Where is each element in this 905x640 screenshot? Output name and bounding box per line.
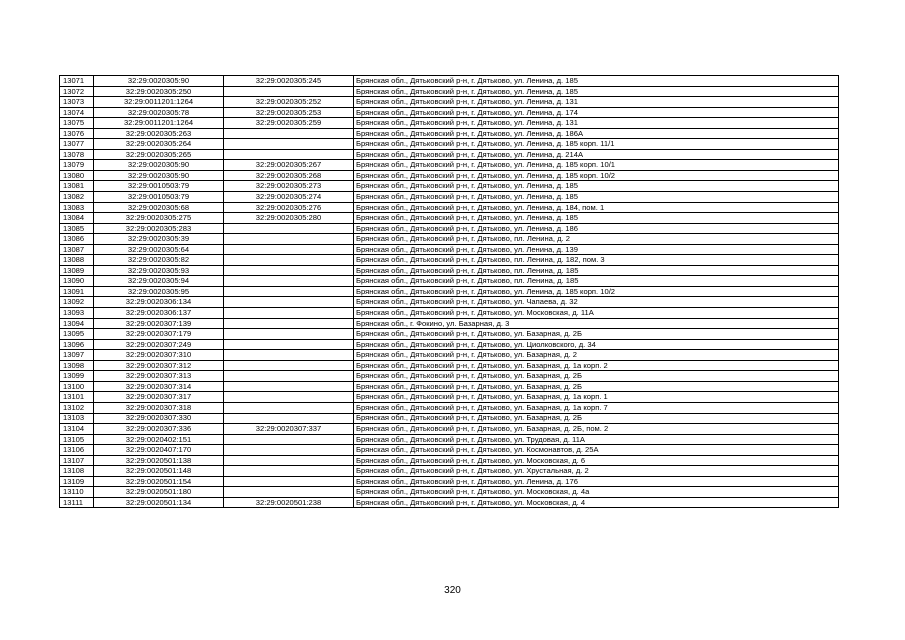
address-cell: Брянская обл., Дятьковский р-н, г. Дятьково, ул. Ленина, д. 185 корп. 10/1 [354, 160, 839, 171]
cadastral-number-cell: 32:29:0020306:137 [94, 308, 224, 319]
table-row [60, 466, 839, 477]
parent-cadastral-number-cell [224, 128, 354, 139]
table-row [60, 360, 839, 371]
table-row [60, 160, 839, 171]
address-cell: Брянская обл., Дятьковский р-н, г. Дятьково, ул. Московская, д. 11А [354, 308, 839, 319]
record-number-cell: 13096 [60, 339, 94, 350]
table-row [60, 413, 839, 424]
cadastral-number-cell: 32:29:0020307:336 [94, 424, 224, 435]
cadastral-register-table [59, 75, 839, 508]
address-cell: Брянская обл., Дятьковский р-н, г. Дятьково, ул. Ленина, д. 185 [354, 192, 839, 203]
cadastral-number-cell: 32:29:0020501:138 [94, 455, 224, 466]
address-cell: Брянская обл., Дятьковский р-н, г. Дятьково, ул. Ленина, д. 185 [354, 76, 839, 87]
record-number-cell: 13107 [60, 455, 94, 466]
table-row [60, 402, 839, 413]
record-number-cell: 13085 [60, 223, 94, 234]
table-row [60, 255, 839, 266]
cadastral-number-cell: 32:29:0020307:312 [94, 360, 224, 371]
address-cell: Брянская обл., Дятьковский р-н, г. Дятьково, ул. Космонавтов, д. 25А [354, 445, 839, 456]
cadastral-number-cell: 32:29:0020305:263 [94, 128, 224, 139]
parent-cadastral-number-cell: 32:29:0020305:273 [224, 181, 354, 192]
address-cell: Брянская обл., Дятьковский р-н, г. Дятьково, ул. Московская, д. 4 [354, 497, 839, 508]
parent-cadastral-number-cell [224, 413, 354, 424]
record-number-cell: 13111 [60, 497, 94, 508]
cadastral-number-cell: 32:29:0020306:134 [94, 297, 224, 308]
table-row [60, 424, 839, 435]
address-cell: Брянская обл., Дятьковский р-н, г. Дятьково, ул. Чапаева, д. 32 [354, 297, 839, 308]
record-number-cell: 13090 [60, 276, 94, 287]
cadastral-number-cell: 32:29:0020305:90 [94, 170, 224, 181]
record-number-cell: 13089 [60, 265, 94, 276]
table-row [60, 213, 839, 224]
record-number-cell: 13076 [60, 128, 94, 139]
cadastral-number-cell: 32:29:0020501:148 [94, 466, 224, 477]
cadastral-number-cell: 32:29:0020305:78 [94, 107, 224, 118]
table-row [60, 487, 839, 498]
cadastral-number-cell: 32:29:0020307:330 [94, 413, 224, 424]
table-row [60, 434, 839, 445]
parent-cadastral-number-cell [224, 402, 354, 413]
record-number-cell: 13086 [60, 234, 94, 245]
table-row [60, 308, 839, 319]
parent-cadastral-number-cell [224, 286, 354, 297]
address-cell: Брянская обл., Дятьковский р-н, г. Дятьково, ул. Ленина, д. 214А [354, 149, 839, 160]
address-cell: Брянская обл., Дятьковский р-н, г. Дятьково, ул. Ленина, д. 174 [354, 107, 839, 118]
address-cell: Брянская обл., Дятьковский р-н, г. Дятьково, ул. Базарная, д. 2Б [354, 381, 839, 392]
record-number-cell: 13109 [60, 476, 94, 487]
parent-cadastral-number-cell: 32:29:0020305:267 [224, 160, 354, 171]
record-number-cell: 13101 [60, 392, 94, 403]
table-row [60, 497, 839, 508]
parent-cadastral-number-cell: 32:29:0020305:276 [224, 202, 354, 213]
record-number-cell: 13097 [60, 350, 94, 361]
table-row [60, 118, 839, 129]
table-row [60, 234, 839, 245]
cadastral-number-cell: 32:29:0020307:314 [94, 381, 224, 392]
table-row [60, 265, 839, 276]
record-number-cell: 13092 [60, 297, 94, 308]
record-number-cell: 13087 [60, 244, 94, 255]
cadastral-number-cell: 32:29:0010503:79 [94, 192, 224, 203]
table-row [60, 455, 839, 466]
parent-cadastral-number-cell [224, 455, 354, 466]
parent-cadastral-number-cell: 32:29:0020305:280 [224, 213, 354, 224]
parent-cadastral-number-cell: 32:29:0020305:245 [224, 76, 354, 87]
parent-cadastral-number-cell [224, 371, 354, 382]
table-row [60, 149, 839, 160]
table-row [60, 297, 839, 308]
parent-cadastral-number-cell: 32:29:0020305:259 [224, 118, 354, 129]
cadastral-number-cell: 32:29:0020307:318 [94, 402, 224, 413]
address-cell: Брянская обл., Дятьковский р-н, г. Дятьково, ул. Базарная, д. 2Б [354, 371, 839, 382]
address-cell: Брянская обл., г. Фокино, ул. Базарная, д. 3 [354, 318, 839, 329]
cadastral-number-cell: 32:29:0020305:95 [94, 286, 224, 297]
address-cell: Брянская обл., Дятьковский р-н, г. Дятьково, пл. Ленина, д. 185 [354, 265, 839, 276]
cadastral-number-cell: 32:29:0020402:151 [94, 434, 224, 445]
table-row [60, 371, 839, 382]
record-number-cell: 13082 [60, 192, 94, 203]
cadastral-number-cell: 32:29:0020305:265 [94, 149, 224, 160]
address-cell: Брянская обл., Дятьковский р-н, г. Дятьково, ул. Ленина, д. 186 [354, 223, 839, 234]
address-cell: Брянская обл., Дятьковский р-н, г. Дятьково, ул. Ленина, д. 185 [354, 213, 839, 224]
address-cell: Брянская обл., Дятьковский р-н, г. Дятьково, ул. Ленина, д. 185 [354, 181, 839, 192]
parent-cadastral-number-cell [224, 339, 354, 350]
address-cell: Брянская обл., Дятьковский р-н, г. Дятьково, ул. Московская, д. 4а [354, 487, 839, 498]
register-table-body [60, 76, 839, 508]
address-cell: Брянская обл., Дятьковский р-н, г. Дятьково, ул. Ленина, д. 185 корп. 10/2 [354, 170, 839, 181]
record-number-cell: 13081 [60, 181, 94, 192]
parent-cadastral-number-cell [224, 234, 354, 245]
cadastral-number-cell: 32:29:0020305:68 [94, 202, 224, 213]
cadastral-number-cell: 32:29:0020307:249 [94, 339, 224, 350]
parent-cadastral-number-cell [224, 350, 354, 361]
table-row [60, 329, 839, 340]
parent-cadastral-number-cell [224, 466, 354, 477]
cadastral-number-cell: 32:29:0020501:154 [94, 476, 224, 487]
record-number-cell: 13093 [60, 308, 94, 319]
cadastral-number-cell: 32:29:0020305:39 [94, 234, 224, 245]
record-number-cell: 13091 [60, 286, 94, 297]
address-cell: Брянская обл., Дятьковский р-н, г. Дятьково, ул. Московская, д. 6 [354, 455, 839, 466]
record-number-cell: 13098 [60, 360, 94, 371]
address-cell: Брянская обл., Дятьковский р-н, г. Дятьково, ул. Базарная, д. 2Б [354, 413, 839, 424]
parent-cadastral-number-cell [224, 392, 354, 403]
cadastral-number-cell: 32:29:0020305:283 [94, 223, 224, 234]
parent-cadastral-number-cell [224, 329, 354, 340]
address-cell: Брянская обл., Дятьковский р-н, г. Дятьково, ул. Циолковского, д. 34 [354, 339, 839, 350]
cadastral-number-cell: 32:29:0020307:139 [94, 318, 224, 329]
address-cell: Брянская обл., Дятьковский р-н, г. Дятьково, ул. Ленина, д. 185 корп. 11/1 [354, 139, 839, 150]
cadastral-number-cell: 32:29:0020407:170 [94, 445, 224, 456]
table-row [60, 192, 839, 203]
table-row [60, 286, 839, 297]
record-number-cell: 13077 [60, 139, 94, 150]
cadastral-number-cell: 32:29:0011201:1264 [94, 118, 224, 129]
address-cell: Брянская обл., Дятьковский р-н, г. Дятьково, ул. Базарная, д. 2Б [354, 329, 839, 340]
record-number-cell: 13078 [60, 149, 94, 160]
record-number-cell: 13095 [60, 329, 94, 340]
table-row [60, 139, 839, 150]
parent-cadastral-number-cell [224, 139, 354, 150]
record-number-cell: 13075 [60, 118, 94, 129]
address-cell: Брянская обл., Дятьковский р-н, г. Дятьково, ул. Ленина, д. 186А [354, 128, 839, 139]
table-row [60, 445, 839, 456]
record-number-cell: 13104 [60, 424, 94, 435]
table-row [60, 476, 839, 487]
record-number-cell: 13072 [60, 86, 94, 97]
record-number-cell: 13105 [60, 434, 94, 445]
cadastral-number-cell: 32:29:0020305:264 [94, 139, 224, 150]
table-row [60, 76, 839, 87]
address-cell: Брянская обл., Дятьковский р-н, г. Дятьково, ул. Базарная, д. 1а корп. 2 [354, 360, 839, 371]
record-number-cell: 13080 [60, 170, 94, 181]
record-number-cell: 13074 [60, 107, 94, 118]
cadastral-number-cell: 32:29:0020305:275 [94, 213, 224, 224]
cadastral-number-cell: 32:29:0020305:82 [94, 255, 224, 266]
parent-cadastral-number-cell [224, 445, 354, 456]
parent-cadastral-number-cell: 32:29:0020305:252 [224, 97, 354, 108]
cadastral-number-cell: 32:29:0020305:93 [94, 265, 224, 276]
table-row [60, 223, 839, 234]
table-row [60, 107, 839, 118]
parent-cadastral-number-cell: 32:29:0020305:268 [224, 170, 354, 181]
parent-cadastral-number-cell: 32:29:0020305:253 [224, 107, 354, 118]
record-number-cell: 13073 [60, 97, 94, 108]
table-row [60, 244, 839, 255]
cadastral-number-cell: 32:29:0020305:90 [94, 76, 224, 87]
table-row [60, 392, 839, 403]
parent-cadastral-number-cell [224, 318, 354, 329]
parent-cadastral-number-cell [224, 255, 354, 266]
address-cell: Брянская обл., Дятьковский р-н, г. Дятьково, ул. Ленина, д. 184, пом. 1 [354, 202, 839, 213]
table-row [60, 128, 839, 139]
parent-cadastral-number-cell [224, 297, 354, 308]
table-row [60, 339, 839, 350]
parent-cadastral-number-cell: 32:29:0020307:337 [224, 424, 354, 435]
parent-cadastral-number-cell [224, 265, 354, 276]
cadastral-number-cell: 32:29:0020307:310 [94, 350, 224, 361]
parent-cadastral-number-cell [224, 360, 354, 371]
record-number-cell: 13102 [60, 402, 94, 413]
cadastral-number-cell: 32:29:0020307:179 [94, 329, 224, 340]
parent-cadastral-number-cell [224, 276, 354, 287]
address-cell: Брянская обл., Дятьковский р-н, г. Дятьково, ул. Трудовая, д. 11А [354, 434, 839, 445]
cadastral-number-cell: 32:29:0011201:1264 [94, 97, 224, 108]
parent-cadastral-number-cell [224, 149, 354, 160]
table-row [60, 97, 839, 108]
address-cell: Брянская обл., Дятьковский р-н, г. Дятьково, ул. Ленина, д. 185 корп. 10/2 [354, 286, 839, 297]
address-cell: Брянская обл., Дятьковский р-н, г. Дятьково, ул. Базарная, д. 2 [354, 350, 839, 361]
parent-cadastral-number-cell [224, 487, 354, 498]
parent-cadastral-number-cell [224, 86, 354, 97]
parent-cadastral-number-cell: 32:29:0020501:238 [224, 497, 354, 508]
table-row [60, 86, 839, 97]
record-number-cell: 13071 [60, 76, 94, 87]
table-row [60, 181, 839, 192]
address-cell: Брянская обл., Дятьковский р-н, г. Дятьково, пл. Ленина, д. 185 [354, 276, 839, 287]
cadastral-number-cell: 32:29:0020501:180 [94, 487, 224, 498]
cadastral-number-cell: 32:29:0020305:64 [94, 244, 224, 255]
address-cell: Брянская обл., Дятьковский р-н, г. Дятьково, ул. Ленина, д. 131 [354, 118, 839, 129]
table-row [60, 170, 839, 181]
table-row [60, 276, 839, 287]
parent-cadastral-number-cell [224, 381, 354, 392]
parent-cadastral-number-cell [224, 434, 354, 445]
record-number-cell: 13103 [60, 413, 94, 424]
record-number-cell: 13083 [60, 202, 94, 213]
address-cell: Брянская обл., Дятьковский р-н, г. Дятьково, ул. Базарная, д. 1а корп. 7 [354, 402, 839, 413]
address-cell: Брянская обл., Дятьковский р-н, г. Дятьково, ул. Ленина, д. 185 [354, 86, 839, 97]
record-number-cell: 13100 [60, 381, 94, 392]
address-cell: Брянская обл., Дятьковский р-н, г. Дятьково, ул. Ленина, д. 139 [354, 244, 839, 255]
parent-cadastral-number-cell [224, 308, 354, 319]
address-cell: Брянская обл., Дятьковский р-н, г. Дятьково, ул. Ленина, д. 131 [354, 97, 839, 108]
parent-cadastral-number-cell [224, 476, 354, 487]
page-number: 320 [444, 585, 461, 596]
address-cell: Брянская обл., Дятьковский р-н, г. Дятьково, пл. Ленина, д. 182, пом. 3 [354, 255, 839, 266]
cadastral-number-cell: 32:29:0020307:313 [94, 371, 224, 382]
cadastral-number-cell: 32:29:0020305:90 [94, 160, 224, 171]
address-cell: Брянская обл., Дятьковский р-н, г. Дятьково, ул. Базарная, д. 2Б, пом. 2 [354, 424, 839, 435]
parent-cadastral-number-cell [224, 244, 354, 255]
parent-cadastral-number-cell [224, 223, 354, 234]
table-row [60, 381, 839, 392]
address-cell: Брянская обл., Дятьковский р-н, г. Дятьково, ул. Ленина, д. 176 [354, 476, 839, 487]
cadastral-number-cell: 32:29:0010503:79 [94, 181, 224, 192]
parent-cadastral-number-cell: 32:29:0020305:274 [224, 192, 354, 203]
record-number-cell: 13088 [60, 255, 94, 266]
cadastral-number-cell: 32:29:0020305:94 [94, 276, 224, 287]
table-row [60, 202, 839, 213]
table-row [60, 318, 839, 329]
record-number-cell: 13106 [60, 445, 94, 456]
cadastral-number-cell: 32:29:0020501:134 [94, 497, 224, 508]
address-cell: Брянская обл., Дятьковский р-н, г. Дятьково, пл. Ленина, д. 2 [354, 234, 839, 245]
cadastral-number-cell: 32:29:0020305:250 [94, 86, 224, 97]
table-row [60, 350, 839, 361]
record-number-cell: 13099 [60, 371, 94, 382]
record-number-cell: 13094 [60, 318, 94, 329]
cadastral-number-cell: 32:29:0020307:317 [94, 392, 224, 403]
address-cell: Брянская обл., Дятьковский р-н, г. Дятьково, ул. Хрустальная, д. 2 [354, 466, 839, 477]
record-number-cell: 13084 [60, 213, 94, 224]
record-number-cell: 13110 [60, 487, 94, 498]
record-number-cell: 13108 [60, 466, 94, 477]
record-number-cell: 13079 [60, 160, 94, 171]
address-cell: Брянская обл., Дятьковский р-н, г. Дятьково, ул. Базарная, д. 1а корп. 1 [354, 392, 839, 403]
